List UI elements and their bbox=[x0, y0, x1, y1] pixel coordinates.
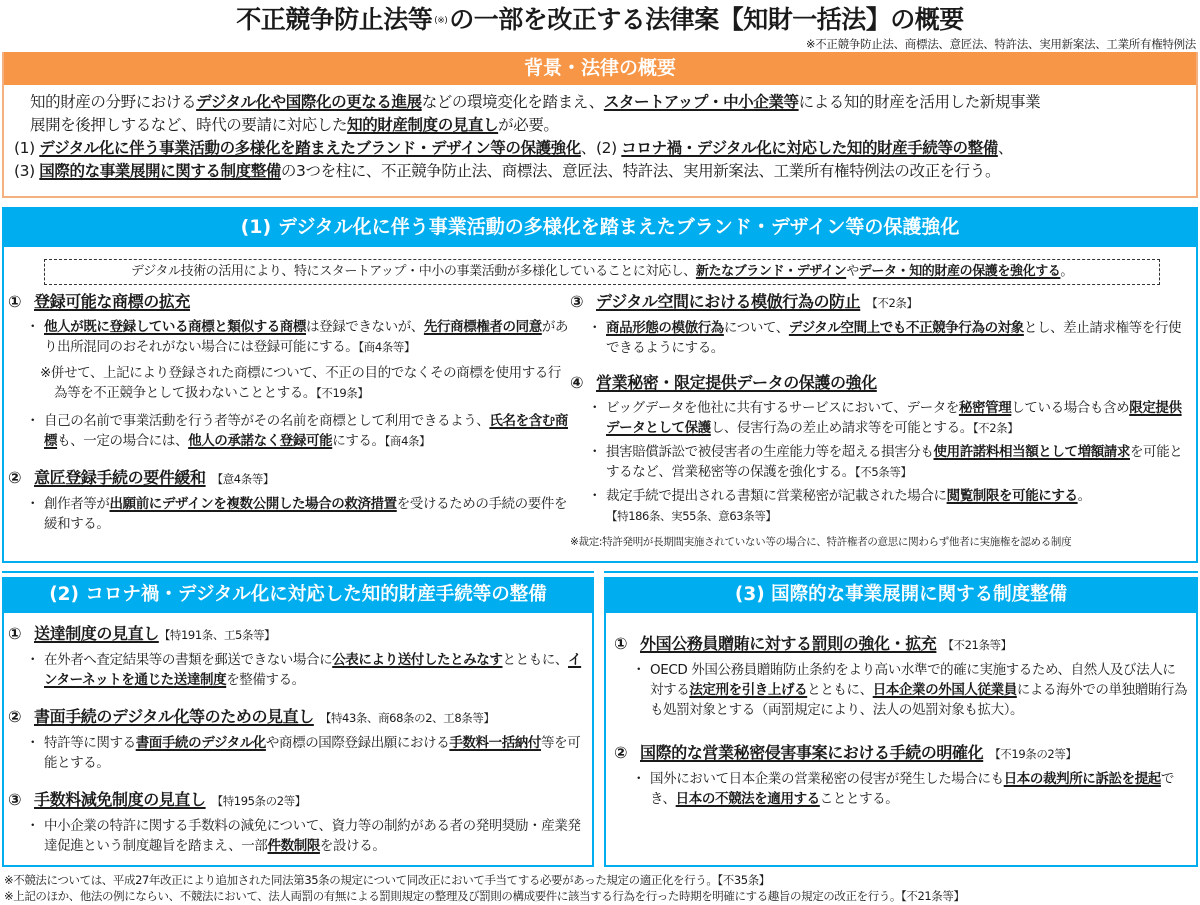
title-note: ※不正競争防止法、商標法、意匠法、特許法、実用新案法、工業所有権特例法 bbox=[805, 37, 1196, 51]
page-title: 不正競争防止法等 (※)の一部を改正する法律案【知財一括法】の概要 bbox=[236, 5, 964, 34]
bullet-text: ・ 損害賠償訴訟で被侵害者の生産能力等を超える損害分も使用許諾料相当額として増額請求を可能とするなど、営業秘密等の保護を強化する。【不5条等】 bbox=[570, 442, 1194, 482]
note-text: ※併せて、上記により登録された商標について、不正の目的でなくその商標を使用する行為等を不正競争として扱わないこととする。【不19条】 bbox=[40, 365, 562, 401]
bullet-text: ・ 中小企業の特許に関する手数料の減免について、資力等の制約がある者の発明奨励・産業発達促進という制度趣旨を踏まえ、一部件数制限を設ける。 bbox=[8, 816, 588, 856]
item-heading: ① 外国公務員贈賄に対する罰則の強化・拡充 【不21条等】 bbox=[614, 634, 1012, 653]
item-bribery bbox=[614, 633, 1188, 720]
item-heading: ② 意匠登録手続の要件緩和 【意4条等】 bbox=[8, 468, 275, 487]
item-heading: ③ 手数料減免制度の見直し 【特195条の2等】 bbox=[8, 790, 306, 809]
item-heading: ② 国際的な営業秘密侵害事案における手続の明確化 【不19条の2等】 bbox=[614, 743, 1077, 762]
item-digitization bbox=[8, 706, 588, 773]
item-design bbox=[8, 467, 568, 534]
bullet-text: ・ 創作者等が出願前にデザインを複数公開した場合の救済措置を受けるための手続の要件を緩和する。 bbox=[8, 494, 568, 534]
bullet-text: ・ 裁定手続で提出される書類に営業秘密が記載された場合に閲覧制限を可能にする。 【特186条、実55条、意63条等】 bbox=[570, 486, 1194, 526]
bullet-text: ・ 他人が既に登録している商標と類似する商標は登録できないが、先行商標権者の同意があり出所混同のおそれがない場合には登録可能にする。【商4条等】 bbox=[8, 317, 568, 357]
section-2-top-line bbox=[2, 571, 594, 573]
background-line: 知的財産の分野におけるデジタル化や国際化の更なる進展などの環境変化を踏まえ、スタートアップ・中小企業等による知的財産を活用した新規事業 bbox=[30, 93, 1041, 111]
background-body bbox=[4, 85, 1196, 183]
section-1-header: (1) デジタル化に伴う事業活動の多様化を踏まえたブランド・デザイン等の保護強化 bbox=[4, 207, 1196, 247]
bullet-text: ・ 自己の名前で事業活動を行う者等がその名前を商標として利用できるよう、氏名を含む商標も、一定の場合には、他人の承諾なく登録可能にする。【商4条】 bbox=[8, 411, 568, 451]
section-2 bbox=[2, 577, 594, 867]
section-3-body bbox=[614, 633, 1188, 809]
background-line: 展開を後押しするなど、時代の要請に対応した知的財産制度の見直しが必要。 bbox=[30, 116, 559, 134]
bullet-text: ・ ビッグデータを他社に共有するサービスにおいて、データを秘密管理している場合も含め限定提供データとして保護し、侵害行為の差止め請求等を可能とする。【不2条】 bbox=[570, 398, 1194, 438]
item-heading: ④ 営業秘密・限定提供データの保護の強化 bbox=[570, 373, 877, 392]
background-line: (3) 国際的な事業展開に関する制度整備の3つを柱に、不正競争防止法、商標法、意匠法、特許法、実用新案法、工業所有権特例法の改正を行う。 bbox=[14, 162, 1001, 180]
background-line: (1) デジタル化に伴う事業活動の多様化を踏まえたブランド・デザイン等の保護強化、(2) コロナ禍・デジタル化に対応した知的財産手続等の整備、 bbox=[14, 139, 1013, 157]
footnote-text: ※裁定:特許発明が長期間実施されていない等の場合に、特許権者の意思に関わらず他者に実施権を認める制度 bbox=[570, 536, 1072, 548]
item-heading: ① 送達制度の見直し 【特191条、工5条等】 bbox=[8, 624, 276, 643]
item-international-trade-secret bbox=[614, 742, 1188, 809]
section-1 bbox=[2, 207, 1198, 563]
bullet-text: ・ 国外において日本企業の営業秘密の侵害が発生した場合にも日本の裁判所に訴訟を提起でき、日本の不競法を適用することとする。 bbox=[614, 769, 1188, 809]
section-1-right-column bbox=[570, 291, 1194, 552]
item-digital-imitation bbox=[570, 291, 1194, 358]
bullet-text: ・ 特許等に関する書面手続のデジタル化や商標の国際登録出願における手数料一括納付等を可能とする。 bbox=[8, 733, 588, 773]
section-3-top-line bbox=[604, 571, 1198, 573]
bullet-text: ・ 在外者へ査定結果等の書類を郵送できない場合に公表により送付したとみなすとともに、インターネットを通じた送達制度を整備する。 bbox=[8, 650, 588, 690]
item-heading: ② 書面手続のデジタル化等のための見直し 【特43条、商68条の2、工8条等】 bbox=[8, 707, 495, 726]
footnote-1: ※不競法については、平成27年改正により追加された同法第35条の規定について同改正において手当てする必要があった規定の適正化を行う。【不35条】 bbox=[4, 873, 770, 887]
section-3 bbox=[604, 577, 1198, 867]
background-section bbox=[2, 52, 1198, 198]
item-heading: ① 登録可能な商標の拡充 bbox=[8, 292, 191, 311]
item-heading: ③ デジタル空間における模倣行為の防止 【不2条】 bbox=[570, 292, 918, 311]
section-1-left-column bbox=[8, 291, 568, 534]
section-1-intro: デジタル技術の活用により、特にスタートアップ・中小の事業活動が多様化していることに対応し、新たなブランド・デザインやデータ・知的財産の保護を強化する。 bbox=[44, 259, 1160, 285]
item-trademark bbox=[8, 291, 568, 451]
item-fee-reduction bbox=[8, 789, 588, 856]
item-trade-secret bbox=[570, 372, 1194, 552]
section-3-header: (3) 国際的な事業展開に関する制度整備 bbox=[606, 577, 1196, 613]
bullet-text: ・ 商品形態の模倣行為について、デジタル空間上でも不正競争行為の対象とし、差止請求権等を行使できるようにする。 bbox=[570, 318, 1194, 358]
bullet-text: ・ OECD 外国公務員贈賄防止条約をより高い水準で的確に実施するため、自然人及び法人に対する法定刑を引き上げるとともに、日本企業の外国人従業員による海外での単独贈賄行為も処罰対象とする（両罰規定により、法人の処罰対象も拡大）。 bbox=[614, 660, 1188, 720]
item-service bbox=[8, 623, 588, 690]
background-header: 背景・法律の概要 bbox=[4, 52, 1196, 85]
section-2-header: (2) コロナ禍・デジタル化に対応した知的財産手続等の整備 bbox=[4, 577, 592, 613]
section-2-body bbox=[8, 623, 588, 856]
footnote-2: ※上記のほか、他法の例にならい、不競法において、法人両罰の有無による罰則規定の整理及び罰則の構成要件に該当する行為を行った時期を明確にする趣旨の規定の改正を行う。【不21条等】 bbox=[4, 889, 965, 903]
